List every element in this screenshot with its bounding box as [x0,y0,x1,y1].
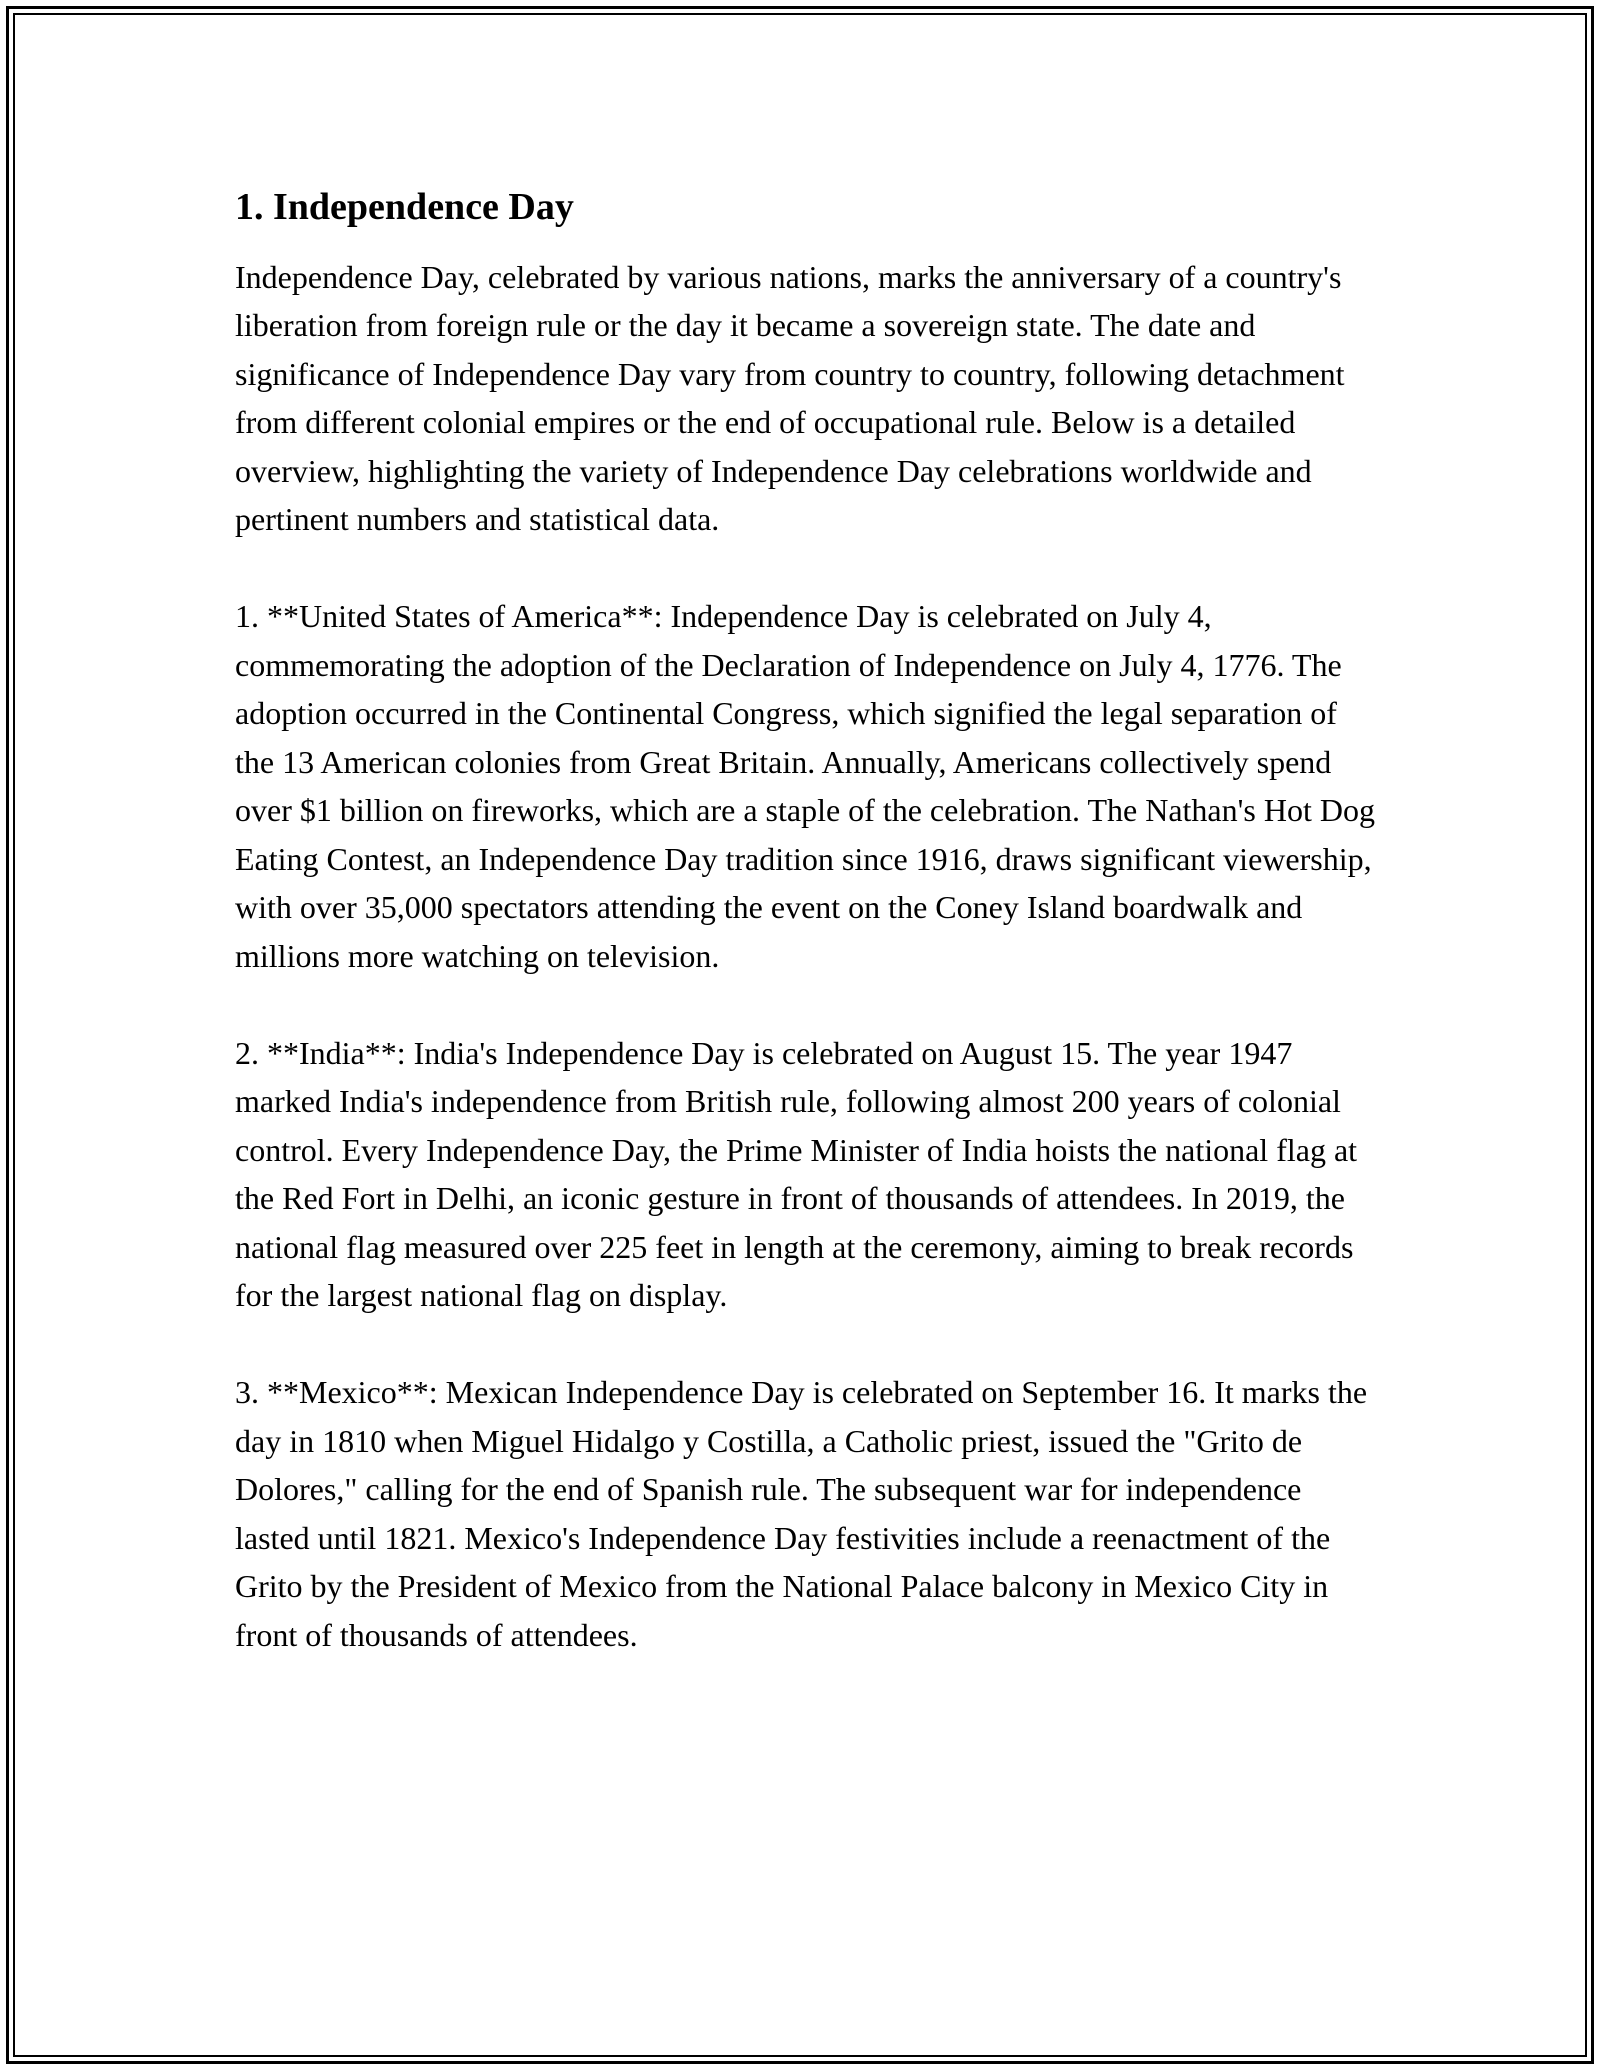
document-body [235,185,1375,1708]
intro-paragraph: Independence Day, celebrated by various nations, marks the anniversary of a country's liberation from foreign rule or the day it became a sovereign state. The date and significance of Independence Day vary from country to country, following detachment from different colonial empires or the end of occupational rule. Below is a detailed overview, highlighting the variety of Independence Day celebrations worldwide and pertinent numbers and statistical data. [235,258,1345,538]
usa-paragraph: 1. **United States of America**: Independence Day is celebrated on July 4, commemorating the adoption of the Declaration of Independence on July 4, 1776. The adoption occurred in the Continental Congress, which signified the legal separation of the 13 American colonies from Great Britain. Annually, Americans collectively spend over $1 billion on fireworks, which are a staple of the celebration. The Nathan's Hot Dog Eating Contest, an Independence Day tradition since 1916, draws significant viewership, with over 35,000 spectators attending the event on the Coney Island boardwalk and millions more watching on television. [235,598,1375,974]
section-heading: 1. Independence Day [235,186,574,228]
india-paragraph: 2. **India**: India's Independence Day is celebrated on August 15. The year 1947 marked India's independence from British rule, following almost 200 years of colonial control. Every Independence Day, the Prime Minister of India hoists the national flag at the Red Fort in Delhi, an iconic gesture in front of thousands of attendees. In 2019, the national flag measured over 225 feet in length at the ceremony, aiming to break records for the largest national flag on display. [235,1034,1358,1314]
mexico-paragraph: 3. **Mexico**: Mexican Independence Day is celebrated on September 16. It marks the day in 1810 when Miguel Hidalgo y Costilla, a Catholic priest, issued the "Grito de Dolores," calling for the end of Spanish rule. The subsequent war for independence lasted until 1821. Mexico's Independence Day festivities include a reenactment of the Grito by the President of Mexico from the National Palace balcony in Mexico City in front of thousands of attendees. [235,1374,1368,1653]
